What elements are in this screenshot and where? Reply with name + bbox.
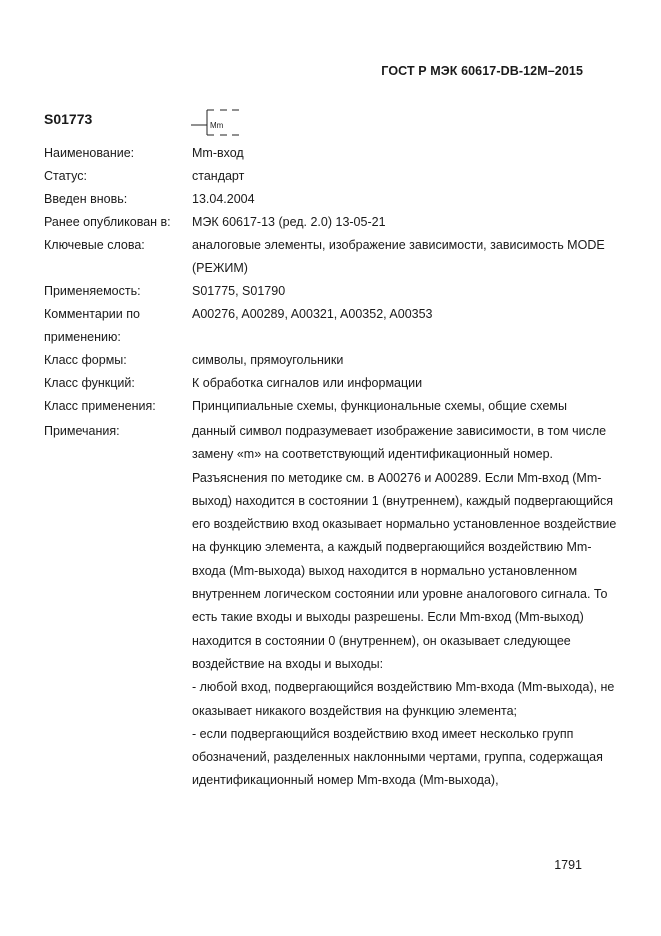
mm-input-symbol-graphic	[190, 104, 250, 140]
field-row-form-class	[44, 349, 624, 372]
symbol-code: S01773	[44, 111, 93, 127]
field-value: МЭК 60617-13 (ред. 2.0) 13-05-21	[192, 215, 386, 229]
field-label: Класс формы:	[44, 353, 127, 367]
field-value: стандарт	[192, 169, 245, 183]
field-label: Ранее опубликован в:	[44, 215, 171, 229]
notes-label: Примечания:	[44, 424, 120, 438]
field-label: Введен вновь:	[44, 192, 128, 206]
page-number: 1791	[554, 858, 582, 872]
field-label: Класс применения:	[44, 399, 156, 413]
symbol-glyph-label: Mm	[210, 121, 224, 130]
field-value: аналоговые элементы, изображение зависимости, зависимость MODE (РЕЖИМ)	[192, 238, 605, 275]
field-label: Класс функций:	[44, 376, 135, 390]
field-value: символы, прямоугольники	[192, 353, 344, 367]
field-label: Комментарии по применению:	[44, 307, 140, 344]
field-label: Статус:	[44, 169, 87, 183]
field-row-function-class	[44, 372, 624, 395]
field-label: Наименование:	[44, 146, 135, 160]
field-row-comments	[44, 303, 624, 349]
field-row-applicability	[44, 280, 624, 303]
field-value: 13.04.2004	[192, 192, 255, 206]
field-row-published	[44, 211, 624, 234]
field-row-keywords	[44, 234, 624, 280]
field-value: К обработка сигналов или информации	[192, 376, 423, 390]
field-value: S01775, S01790	[192, 284, 286, 298]
field-row-application-class	[44, 395, 624, 418]
field-value: A00276, A00289, A00321, A00352, A00353	[192, 307, 433, 321]
field-row-notes	[44, 420, 624, 793]
notes-text: данный символ подразумевает изображение зависимости, в том числе замену «m» на соответствующий идентификационный номер. Разъяснения по методике см. в A00276 и A00289. Если Mm-вход (Mm-выход) находится в состоянии 1 (внутреннем), каждый подвергающийся его воздействию вход оказывает нормально установленное воздействие на функцию элемента, а каждый подвергающийся воздействию Mm-входа (Mm-выхода) выход находится в нормально установленном внутреннем логическом состоянии или уровне аналогового сигнала. То есть такие входы и выходы разрешены. Если Mm-вход (Mm-выход) находится в состоянии 0 (внутреннем), он оказывает следующее воздействие на входы и выходы: - любой вход, подвергающийся воздействию Mm-входа (Mm-выхода), не оказывает никакого воздействия на функцию элемента; - если подвергающийся воздействию вход имеет несколько групп обозначений, разделенных наклонными чертами, группа, содержащая идентификационный номер Mm-входа (Mm-выхода),	[192, 424, 617, 788]
field-label: Ключевые слова:	[44, 238, 145, 252]
field-value: Mm-вход	[192, 146, 244, 160]
mm-input-symbol	[190, 104, 250, 145]
field-row-introduced	[44, 188, 624, 211]
field-value: Принципиальные схемы, функциональные схемы, общие схемы	[192, 399, 567, 413]
field-row-status	[44, 165, 624, 188]
attribute-table	[44, 142, 624, 793]
document-header: ГОСТ Р МЭК 60617-DB-12M–2015	[381, 64, 583, 78]
field-label: Применяемость:	[44, 284, 141, 298]
field-row-name	[44, 142, 624, 165]
